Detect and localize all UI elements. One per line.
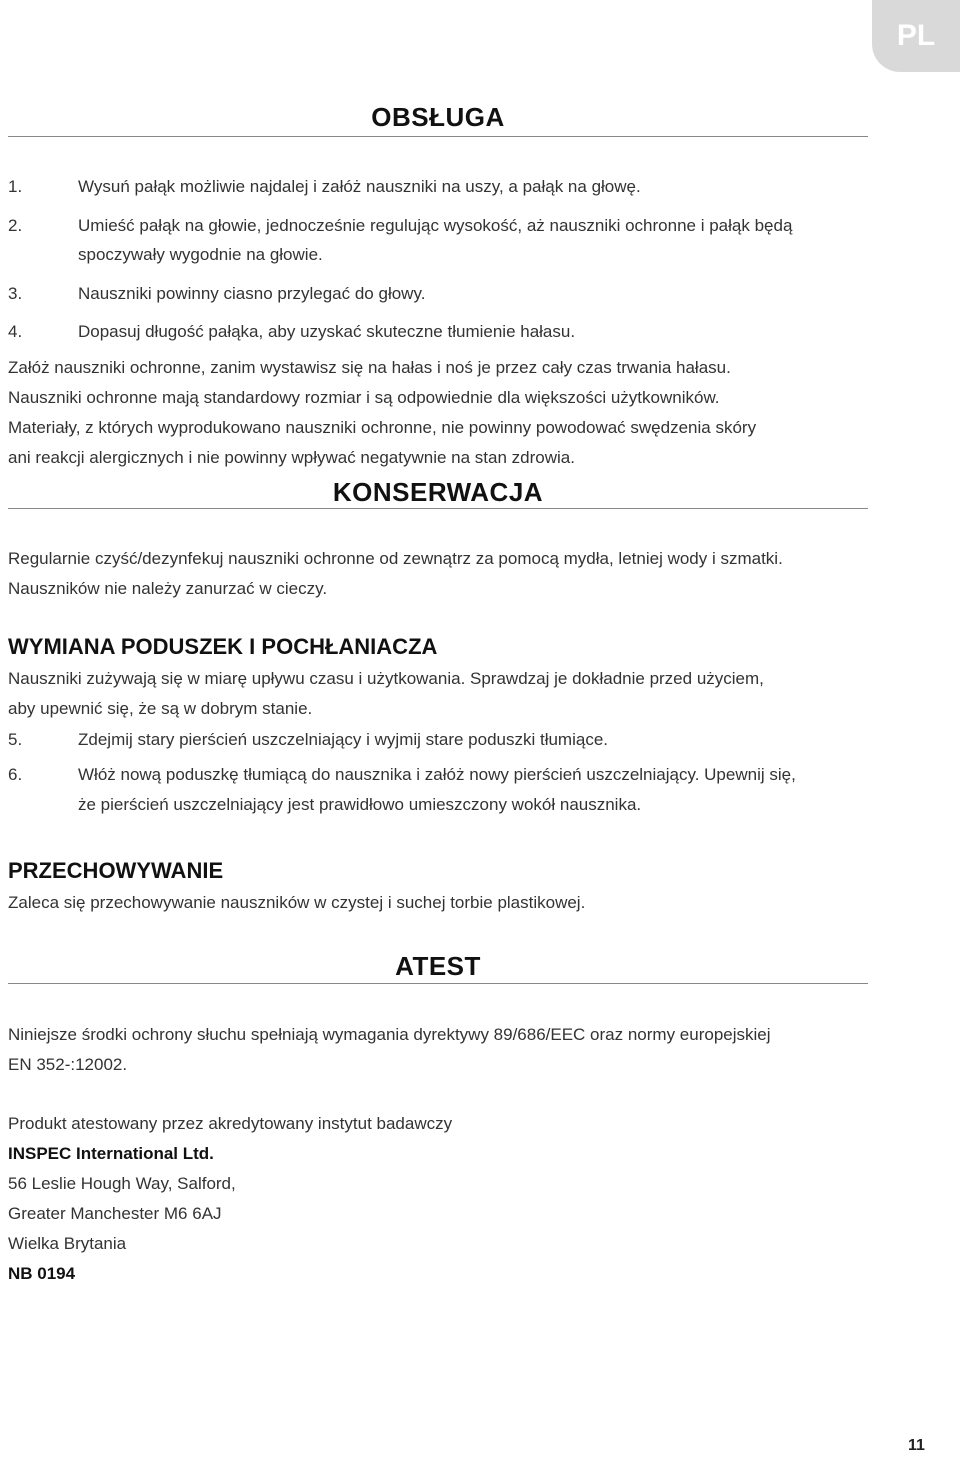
step-number: 5. — [8, 730, 23, 749]
section-title-wymiana: WYMIANA PODUSZEK I POCHŁANIACZA — [8, 634, 438, 659]
paragraph-line: Regularnie czyść/dezynfekuj nauszniki ochronne od zewnątrz za pomocą mydła, letniej wody i szmatki. — [8, 549, 783, 568]
step-text: spoczywały wygodnie na głowie. — [78, 245, 323, 264]
divider — [8, 508, 868, 509]
section-title-atest: ATEST — [395, 951, 481, 981]
paragraph-line: Nauszników nie należy zanurzać w cieczy. — [8, 579, 328, 598]
address-line: 56 Leslie Hough Way, Salford, — [8, 1174, 236, 1193]
step-number: 3. — [8, 284, 23, 303]
page-number: 11 — [908, 1437, 925, 1454]
address-line: Wielka Brytania — [8, 1234, 127, 1253]
address-line: Greater Manchester M6 6AJ — [8, 1204, 222, 1223]
step-text: Wysuń pałąk możliwie najdalej i załóż nauszniki na uszy, a pałąk na głowę. — [78, 177, 641, 196]
section-title-przechowywanie: PRZECHOWYWANIE — [8, 858, 224, 883]
step-number: 4. — [8, 322, 23, 341]
divider — [8, 983, 868, 984]
step-text: Dopasuj długość pałąka, aby uzyskać skuteczne tłumienie hałasu. — [78, 322, 576, 341]
paragraph-line: Nauszniki zużywają się w miarę upływu czasu i użytkowania. Sprawdzaj je dokładnie przed użyciem, — [8, 669, 764, 688]
paragraph-line: Załóż nauszniki ochronne, zanim wystawisz się na hałas i noś je przez cały czas trwania hałasu. — [8, 358, 731, 377]
step-text: Zdejmij stary pierścień uszczelniający i wyjmij stare poduszki tłumiące. — [78, 730, 609, 749]
step-text: Umieść pałąk na głowie, jednocześnie regulując wysokość, aż nauszniki ochronne i pałąk będą — [78, 216, 793, 235]
paragraph-line: Materiały, z których wyprodukowano nauszniki ochronne, nie powinny powodować swędzenia skóry — [8, 418, 757, 437]
step-number: 6. — [8, 765, 23, 784]
institute-name: INSPEC International Ltd. — [8, 1144, 214, 1163]
step-text: Włóż nową poduszkę tłumiącą do nausznika i załóż nowy pierścień uszczelniający. Upewnij się, — [78, 765, 796, 784]
paragraph-line: ani reakcji alergicznych i nie powinny wpływać negatywnie na stan zdrowia. — [8, 448, 575, 467]
paragraph-line: Zaleca się przechowywanie nauszników w czystej i suchej torbie plastikowej. — [8, 893, 586, 912]
section-title-obsluga: OBSŁUGA — [371, 102, 505, 132]
section-title-konserwacja: KONSERWACJA — [332, 477, 544, 507]
step-text: że pierścień uszczelniający jest prawidłowo umieszczony wokół nausznika. — [78, 795, 642, 814]
step-number: 1. — [8, 177, 23, 196]
paragraph-line: aby upewnić się, że są w dobrym stanie. — [8, 699, 313, 718]
paragraph-line: Nauszniki ochronne mają standardowy rozmiar i są odpowiednie dla większości użytkowników. — [8, 388, 720, 407]
step-text: Nauszniki powinny ciasno przylegać do głowy. — [78, 284, 426, 303]
institute-intro: Produkt atestowany przez akredytowany instytut badawczy — [8, 1114, 453, 1133]
language-tab: PL — [872, 0, 960, 72]
divider — [8, 136, 868, 137]
paragraph-line: EN 352-:12002. — [8, 1055, 128, 1074]
paragraph-line: Niniejsze środki ochrony słuchu spełniają wymagania dyrektywy 89/686/EEC oraz normy europejskiej — [8, 1025, 771, 1044]
notified-body-number: NB 0194 — [8, 1264, 76, 1283]
step-number: 2. — [8, 216, 23, 235]
